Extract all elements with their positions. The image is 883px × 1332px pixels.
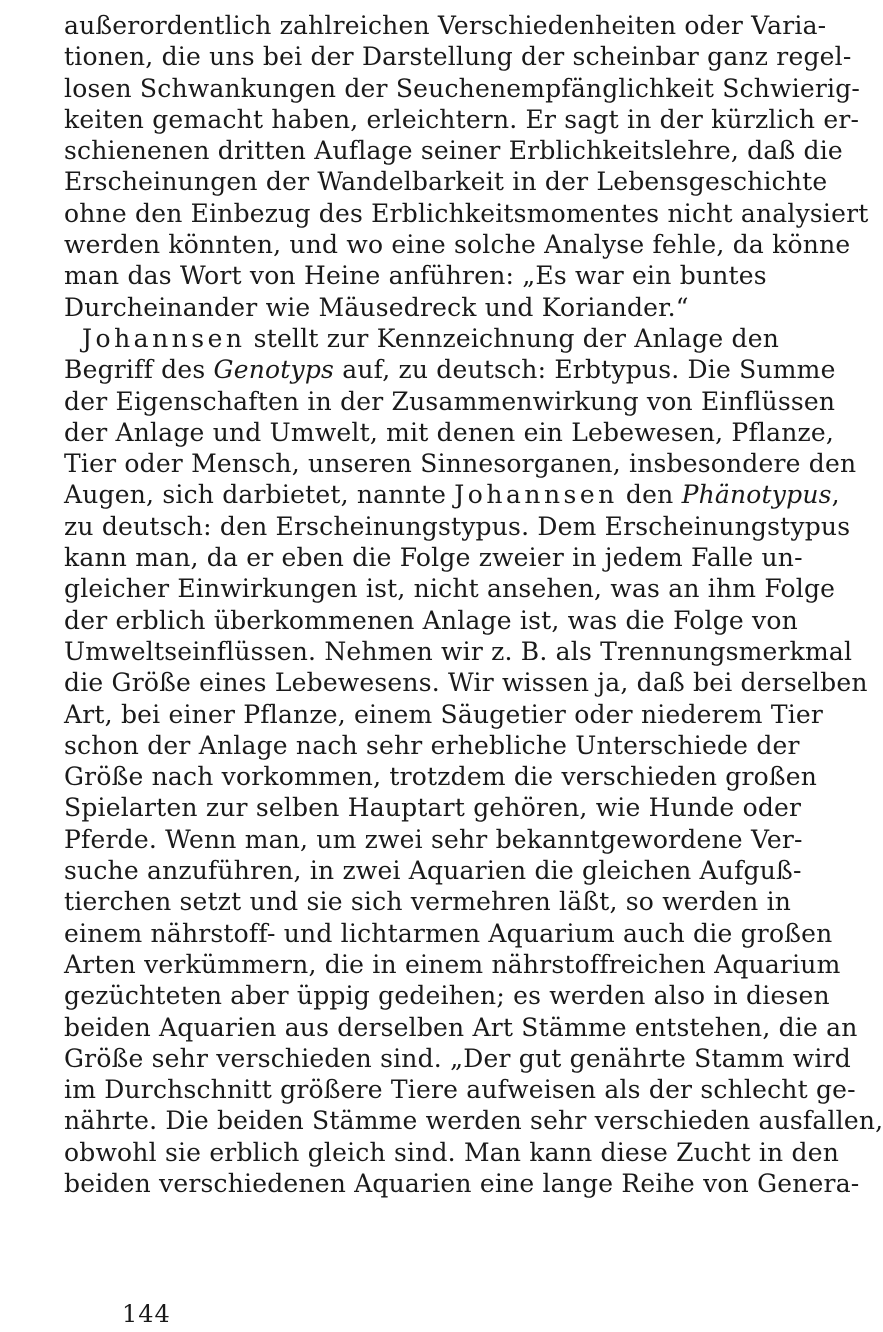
text-line: tionen, die uns bei der Darstellung der scheinbar ganz regel-: [64, 42, 852, 72]
text-line: der erblich überkommenen Anlage ist, was die Folge von: [64, 605, 798, 635]
author-name: Johannsen: [82, 323, 246, 353]
page-number: 144: [122, 1300, 171, 1328]
text-line: tierchen setzt und sie sich vermehren läßt, so werden in: [64, 887, 792, 917]
text-line: Größe nach vorkommen, trotzdem die verschieden großen: [64, 762, 818, 792]
text-line: Erscheinungen der Wandelbarkeit in der Lebensgeschichte: [64, 167, 828, 197]
text-line: schon der Anlage nach sehr erhebliche Unterschiede der: [64, 730, 800, 760]
text-segment: stellt zur Kennzeichnung der Anlage den: [245, 323, 780, 353]
term-phaenotypus: Phänotypus: [681, 480, 832, 510]
text-segment: den: [617, 480, 682, 510]
text-line: Größe sehr verschieden sind. „Der gut genährte Stamm wird: [64, 1043, 851, 1073]
text-line: zu deutsch: den Erscheinungstypus. Dem Erscheinungstypus: [64, 511, 851, 541]
author-name: Johannsen: [454, 480, 618, 510]
text-line: die Größe eines Lebewesens. Wir wissen ja, daß bei derselben: [64, 668, 868, 698]
text-line: Tier oder Mensch, unseren Sinnesorganen, insbesondere den: [64, 449, 857, 479]
text-line: im Durchschnitt größere Tiere aufweisen als der schlecht ge-: [64, 1075, 856, 1105]
text-segment: auf, zu deutsch: Erbtypus. Die Summe: [334, 355, 836, 385]
term-genotyp: Genotyps: [213, 355, 335, 385]
text-line: Pferde. Wenn man, um zwei sehr bekanntgewordene Ver-: [64, 824, 803, 854]
text-segment: Augen, sich darbietet, nannte: [64, 480, 455, 510]
text-line: gezüchteten aber üppig gedeihen; es werden also in diesen: [64, 981, 830, 1011]
text-line: außerordentlich zahlreichen Verschiedenheiten oder Varia-: [64, 11, 827, 40]
text-line: der Eigenschaften in der Zusammenwirkung von Einflüssen: [64, 386, 836, 416]
text-line: Art, bei einer Pflanze, einem Säugetier oder niederem Tier: [64, 699, 824, 729]
text-segment: Begriff des: [64, 355, 214, 385]
text-line: Umweltseinflüssen. Nehmen wir z. B. als Trennungsmerkmal: [64, 636, 853, 666]
text-line: man das Wort von Heine anführen: „Es war ein buntes: [64, 261, 767, 291]
text-line: keiten gemacht haben, erleichtern. Er sagt in der kürzlich er-: [64, 104, 860, 134]
text-line: werden könnten, und wo eine solche Analyse fehle, da könne: [64, 230, 851, 260]
text-line: beiden Aquarien aus derselben Art Stämme entstehen, die an: [64, 1012, 858, 1042]
text-line: schienenen dritten Auflage seiner Erblichkeitslehre, daß die: [64, 136, 843, 166]
text-line: Spielarten zur selben Hauptart gehören, wie Hunde oder: [64, 793, 802, 823]
text-line: [64, 323, 780, 354]
text-line: [64, 479, 840, 510]
text-line: nährte. Die beiden Stämme werden sehr verschieden ausfallen,: [64, 1106, 883, 1136]
body-text: [64, 10, 883, 1199]
text-line: der Anlage und Umwelt, mit denen ein Lebewesen, Pflanze,: [64, 417, 835, 447]
text-line: einem nährstoff- und lichtarmen Aquarium auch die großen: [64, 918, 833, 948]
text-line: losen Schwankungen der Seuchenempfänglichkeit Schwierig-: [64, 73, 861, 103]
text-line: beiden verschiedenen Aquarien eine lange Reihe von Genera-: [64, 1168, 860, 1198]
text-line: Arten verkümmern, die in einem nährstoffreichen Aquarium: [64, 949, 841, 979]
text-line: gleicher Einwirkungen ist, nicht ansehen, was an ihm Folge: [64, 574, 836, 604]
text-line: [64, 354, 836, 385]
text-line: ohne den Einbezug des Erblichkeitsmomentes nicht analysiert: [64, 198, 869, 228]
text-segment: ,: [831, 480, 840, 510]
text-line: Durcheinander wie Mäusedreck und Koriander.“: [64, 292, 689, 322]
text-line: obwohl sie erblich gleich sind. Man kann diese Zucht in den: [64, 1137, 839, 1167]
text-line: suche anzuführen, in zwei Aquarien die gleichen Aufguß-: [64, 856, 802, 886]
text-line: kann man, da er eben die Folge zweier in jedem Falle un-: [64, 543, 803, 573]
